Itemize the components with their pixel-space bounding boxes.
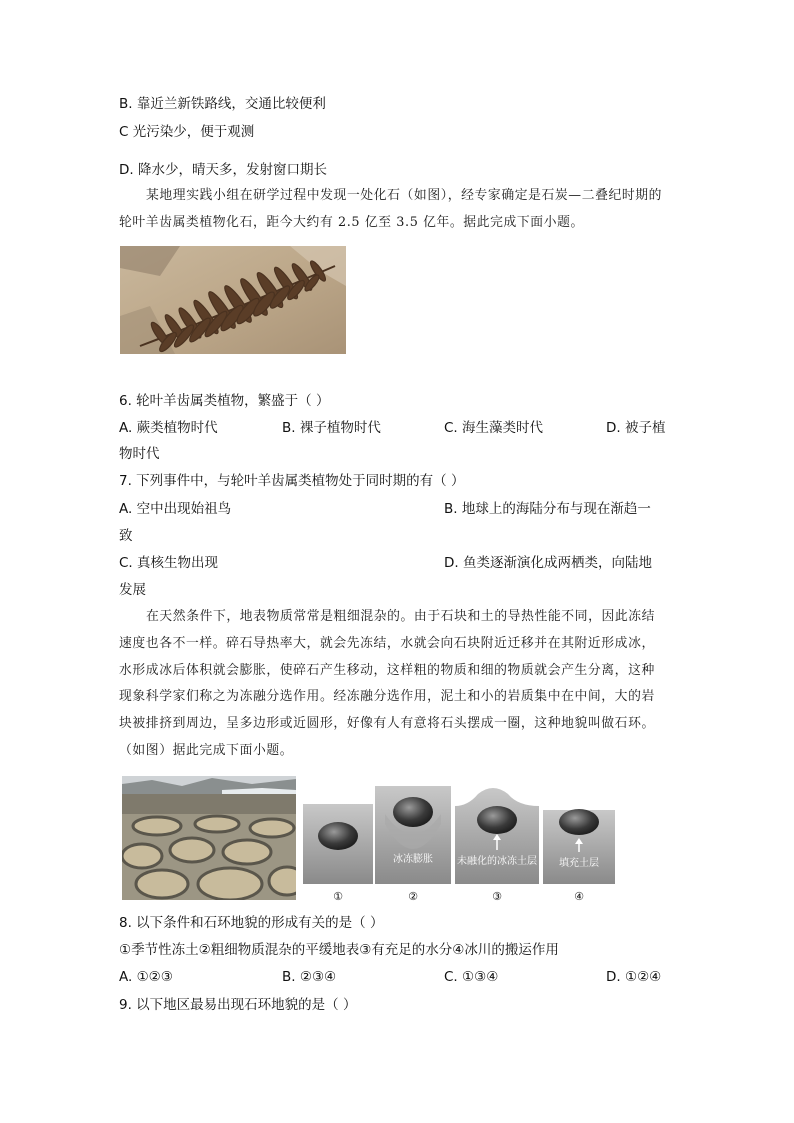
q6-option-a: A. 蕨类植物时代 — [119, 420, 218, 436]
q8-conditions: ①季节性冻土②粗细物质混杂的平缓地表③有充足的水分④冰川的搬运作用 — [119, 942, 559, 958]
panel-2-label: 冰冻膨胀 — [393, 854, 433, 865]
q8-option-d: D. ①②④ — [606, 969, 662, 985]
panel-3-number: ③ — [492, 890, 502, 903]
q5-option-d: D. 降水少，晴天多，发射窗口期长 — [119, 162, 327, 178]
q6-option-d-wrap: 物时代 — [119, 446, 160, 462]
q5-option-c: C 光污染少，便于观测 — [119, 124, 255, 140]
stone-ring-photo — [122, 776, 296, 900]
q8-option-b: B. ②③④ — [282, 969, 337, 985]
fern-fossil-photo — [120, 246, 346, 354]
q7-option-c: C. 真核生物出现 — [119, 555, 219, 571]
q7-option-d-wrap: 发展 — [119, 582, 146, 598]
q7-option-b-wrap: 致 — [119, 528, 133, 544]
panel-4-label: 填充土层 — [559, 858, 599, 869]
q8-option-a: A. ①②③ — [119, 969, 173, 985]
panel-2-number: ② — [408, 890, 418, 903]
passage-stone-ring: 在天然条件下，地表物质常常是粗细混杂的。由于石块和土的导热性能不同，因此冻结速度也各不一样。碎石导热率大，就会先冻结，水就会向石块附近迁移并在其附近形成冰，水形成冰后体积就会膨胀，使碎石产生移动，这样粗的物质和细的物质就会产生分离，这种现象科学家们称之为冻融分选作用。经冻融分选作用，泥土和小的岩质集中在中间，大的岩块被排挤到周边，呈多边形或近圆形，好像有人有意将石头摆成一圈，这种地貌叫做石环。（如图）据此完成下面小题。 — [119, 609, 656, 758]
q6-option-d: D. 被子植 — [606, 420, 666, 436]
q7-option-d: D. 鱼类逐渐演化成两栖类，向陆地 — [444, 555, 652, 571]
q6-option-b: B. 裸子植物时代 — [282, 420, 381, 436]
q7-stem: 7. 下列事件中，与轮叶羊齿属类植物处于同时期的有（ ） — [119, 473, 465, 489]
q8-option-c: C. ①③④ — [444, 969, 499, 985]
panel-4-number: ④ — [574, 890, 584, 903]
q5-option-b: B. 靠近兰新铁路线，交通比较便利 — [119, 96, 326, 112]
q9-stem: 9. 以下地区最易出现石环地貌的是（ ） — [119, 997, 357, 1013]
q7-option-b: B. 地球上的海陆分布与现在渐趋一 — [444, 501, 651, 517]
q6-stem: 6. 轮叶羊齿属类植物，繁盛于（ ） — [119, 393, 330, 409]
q8-stem: 8. 以下条件和石环地貌的形成有关的是（ ） — [119, 915, 384, 931]
panel-1-number: ① — [333, 890, 343, 903]
q7-option-a: A. 空中出现始祖鸟 — [119, 501, 232, 517]
passage-fossil: 某地理实践小组在研学过程中发现一处化石（如图），经专家确定是石炭—二叠纪时期的轮叶羊齿属类植物化石，距今大约有 2.5 亿至 3.5 亿年。据此完成下面小题。 — [119, 188, 663, 230]
q6-option-c: C. 海生藻类时代 — [444, 420, 544, 436]
panel-3-label: 未融化的冰冻土层 — [457, 856, 537, 867]
frost-sorting-diagram — [303, 784, 617, 904]
